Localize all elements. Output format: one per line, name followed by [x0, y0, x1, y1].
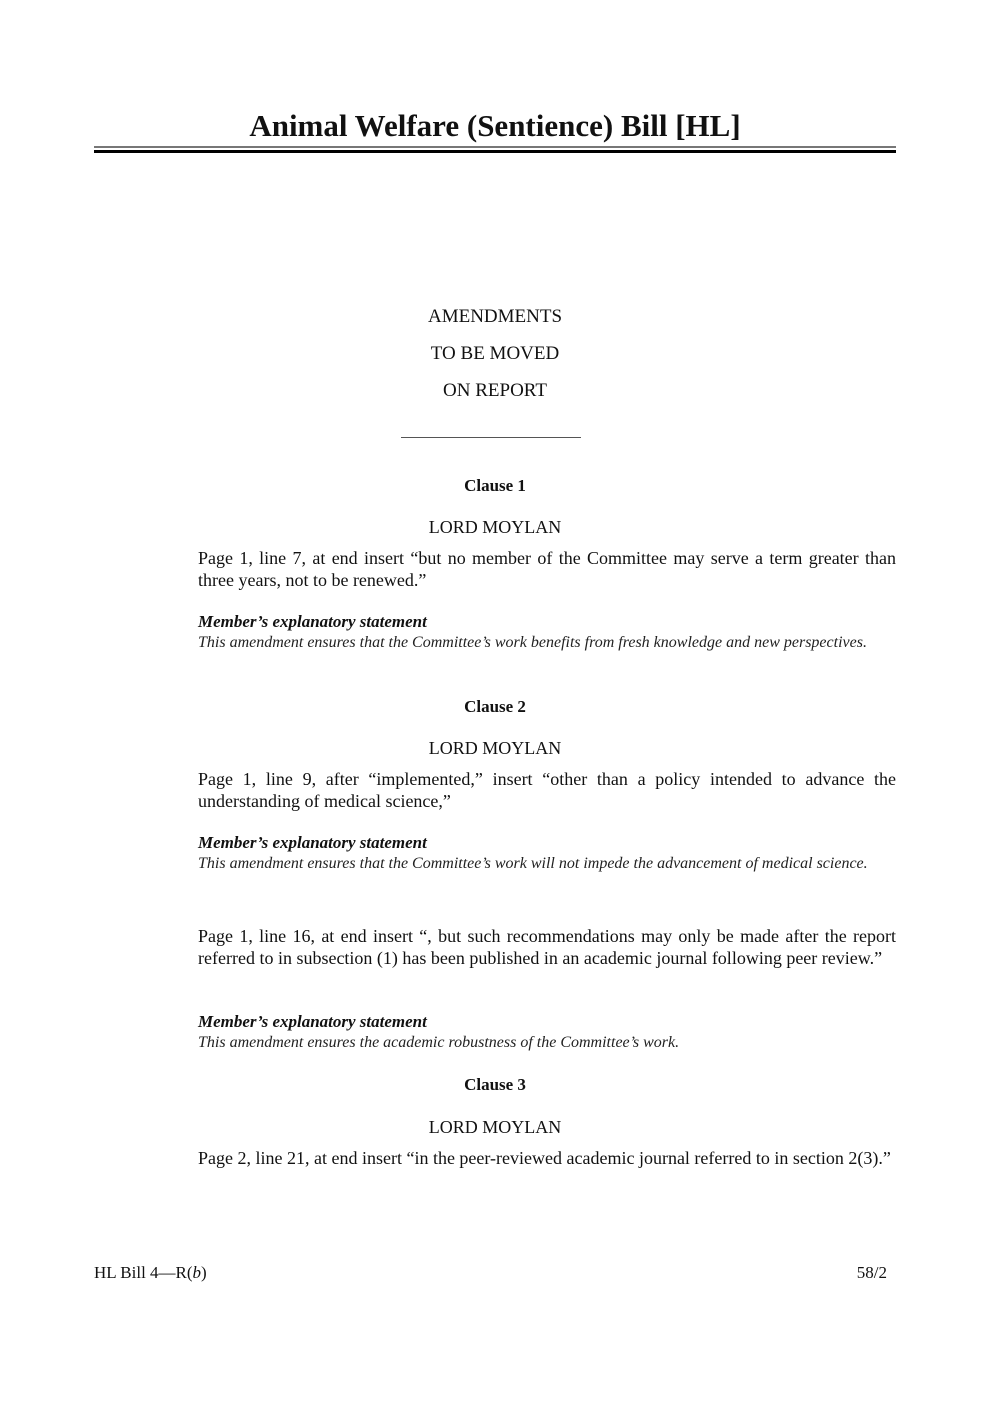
bill-ref-italic: b — [192, 1263, 202, 1282]
title-rule-thick — [94, 150, 896, 153]
section-divider — [401, 437, 581, 438]
explanatory-statement-label: Member’s explanatory statement — [198, 1012, 427, 1031]
explanatory-statement-text: This amendment ensures that the Committee’s work will not impede the advancement of medical science. — [198, 855, 868, 872]
bill-ref-prefix: HL Bill 4 — [94, 1263, 159, 1282]
member-name: LORD MOYLAN — [428, 517, 562, 537]
member-name: LORD MOYLAN — [428, 1117, 562, 1137]
amendments-heading — [295, 305, 695, 416]
explanatory-statement-text: This amendment ensures the academic robustness of the Committee’s work. — [198, 1034, 680, 1051]
amendment-text: Page 1, line 16, at end insert “, but such recommendations may only be made after the report referred to in subsection (1) has been published in an academic journal following peer review.” — [198, 926, 896, 968]
clause-title: Clause 2 — [464, 697, 526, 716]
clause-title: Clause 1 — [464, 476, 526, 495]
amendment-text: Page 1, line 7, at end insert “but no member of the Committee may serve a term greater than three years, not to be renewed.” — [198, 548, 896, 590]
explanatory-statement-text: This amendment ensures that the Committee’s work benefits from fresh knowledge and new perspectives. — [198, 634, 867, 651]
title-rule-thin — [94, 146, 896, 148]
member-name: LORD MOYLAN — [428, 738, 562, 758]
heading-line-2: TO BE MOVED — [430, 343, 560, 364]
heading-line-1: AMENDMENTS — [427, 306, 563, 327]
bill-ref-close: ) — [201, 1263, 207, 1282]
page-reference: 58/2 — [856, 1263, 887, 1282]
amendment-text: Page 1, line 9, after “implemented,” insert “other than a policy intended to advance the understanding of medical science,” — [198, 769, 896, 811]
explanatory-statement-label: Member’s explanatory statement — [198, 833, 427, 852]
amendment-text: Page 2, line 21, at end insert “in the peer-reviewed academic journal referred to in section 2(3).” — [198, 1148, 891, 1168]
bill-ref-dash: — — [158, 1263, 176, 1282]
bill-ref-suffix: R( — [175, 1263, 193, 1282]
explanatory-statement-label: Member’s explanatory statement — [198, 612, 427, 631]
bill-reference — [94, 1263, 207, 1283]
clause-title: Clause 3 — [464, 1075, 526, 1094]
bill-title: Animal Welfare (Sentience) Bill [HL] — [249, 108, 741, 143]
heading-line-3: ON REPORT — [443, 380, 547, 401]
